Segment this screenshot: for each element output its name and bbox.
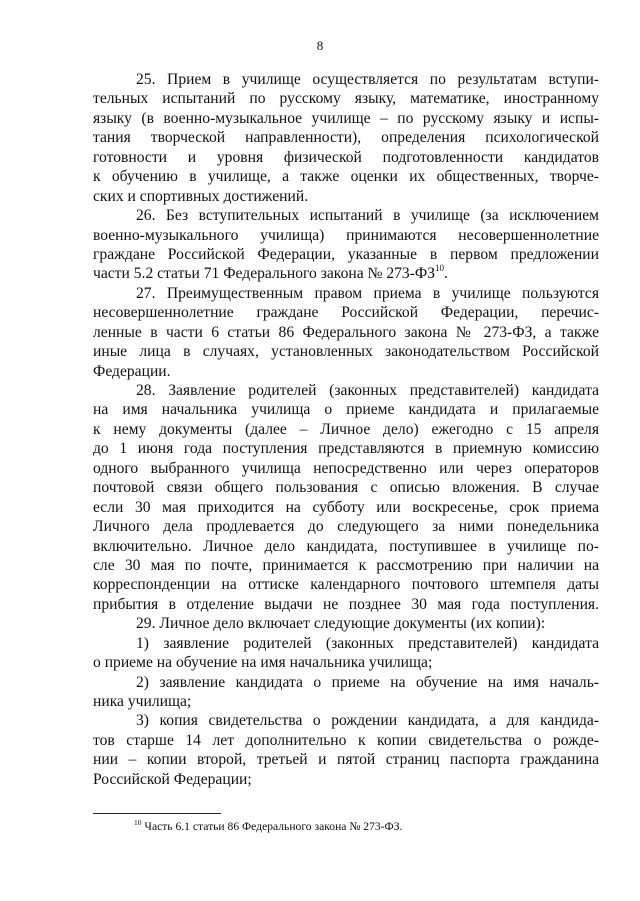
document-body (93, 70, 599, 789)
footnote (134, 820, 402, 834)
page-number: 8 (316, 38, 324, 53)
footnote-number: 10 (134, 818, 142, 827)
text-line (93, 264, 599, 283)
text-line: 2) заявление кандидата о приеме на обучение на имя началь- (136, 673, 599, 691)
text-line: Федерации. (93, 362, 171, 380)
text-line: к нему документы (далее – Личное дело) ежегодно с 15 апреля (93, 420, 599, 438)
text-line: ских и спортивных достижений. (93, 187, 309, 205)
text-line: тания творческой направленности), определения психологической (93, 129, 599, 147)
text-line: 1) заявление родителей (законных представителей) кандидата (136, 634, 599, 652)
footnote-reference: 10 (435, 263, 445, 274)
text-line: 3) копия свидетельства о рождении кандидата, а для кандида- (136, 712, 599, 730)
footnote-text: Часть 6.1 статьи 86 Федерального закона № 273-ФЗ. (144, 820, 403, 833)
text-line: прибытия в отделение выдачи не позднее 30 мая года поступления. (93, 595, 599, 613)
text-line: Российской Федерации; (93, 770, 252, 788)
text-line: нии – копии второй, третьей и пятой страниц паспорта гражданина (93, 751, 599, 769)
text-line-tail: . (444, 265, 448, 283)
list-item-3 (93, 711, 599, 789)
text-line: 25. Прием в училище осуществляется по результатам вступи- (136, 71, 599, 88)
paragraph-27 (93, 284, 599, 381)
text-line: граждане Российской Федерации, указанные в первом предложении (93, 245, 599, 263)
paragraph-28 (93, 381, 599, 614)
text-line: почтовой связи общего пользования с описью вложения. В случае (93, 479, 599, 497)
text-line: ленные в части 6 статьи 86 Федерального закона № 273-ФЗ, а также (93, 323, 599, 341)
paragraph-29 (93, 614, 599, 633)
text-line: языку (в военно-музыкальное училище – по русскому языку и испы- (93, 109, 599, 127)
paragraph-26 (93, 206, 599, 284)
text-line: к обучению в училище, а также оценки их общественных, творче- (93, 168, 599, 186)
text-line: 29. Личное дело включает следующие документы (их копии): (136, 615, 546, 633)
paragraph-25 (93, 70, 599, 206)
text-line: военно-музыкального училища) принимаются несовершеннолетние (93, 226, 599, 244)
text-line: на имя начальника училища о приеме кандидата и прилагаемые (93, 401, 599, 419)
list-item-2 (93, 673, 599, 712)
text-line: иные лица в случаях, установленных законодательством Российской (93, 343, 599, 361)
footnote-divider (93, 813, 221, 814)
text-line: тов старше 14 лет дополнительно к копии свидетельства о рожде- (93, 731, 599, 749)
text-line: тельных испытаний по русскому языку, математике, иностранному (93, 90, 599, 108)
text-line: до 1 июня года поступления представляются в приемную комиссию (93, 440, 599, 458)
list-item-1 (93, 634, 599, 673)
text-line: сле 30 мая по почте, принимается к рассмотрению при наличии на (93, 556, 599, 574)
text-line: 28. Заявление родителей (законных представителей) кандидата (136, 382, 599, 399)
text-line: если 30 мая приходится на субботу или воскресенье, срок приема (93, 498, 599, 516)
text-line: Личного дела продлевается до следующего за ними понедельника (93, 518, 599, 536)
text-line: несовершеннолетние граждане Российской Федерации, перечис- (93, 304, 599, 322)
text-line: одного выбранного училища непосредственно или через операторов (93, 459, 599, 477)
text-line: 26. Без вступительных испытаний в училище (за исключением (136, 207, 599, 225)
text-line-body: части 5.2 статьи 71 Федерального закона № 273-ФЗ (93, 265, 436, 283)
text-line: включительно. Личное дело кандидата, поступившее в училище по- (93, 537, 599, 555)
text-line: корреспонденции на оттиске календарного почтового штемпеля даты (93, 576, 599, 594)
text-line: о приеме на обучение на имя начальника училища; (93, 654, 433, 672)
text-line: ника училища; (93, 693, 192, 710)
text-line: 27. Преимущественным правом приема в училище пользуются (136, 284, 599, 302)
text-line: готовности и уровня физической подготовленности кандидатов (93, 148, 599, 166)
